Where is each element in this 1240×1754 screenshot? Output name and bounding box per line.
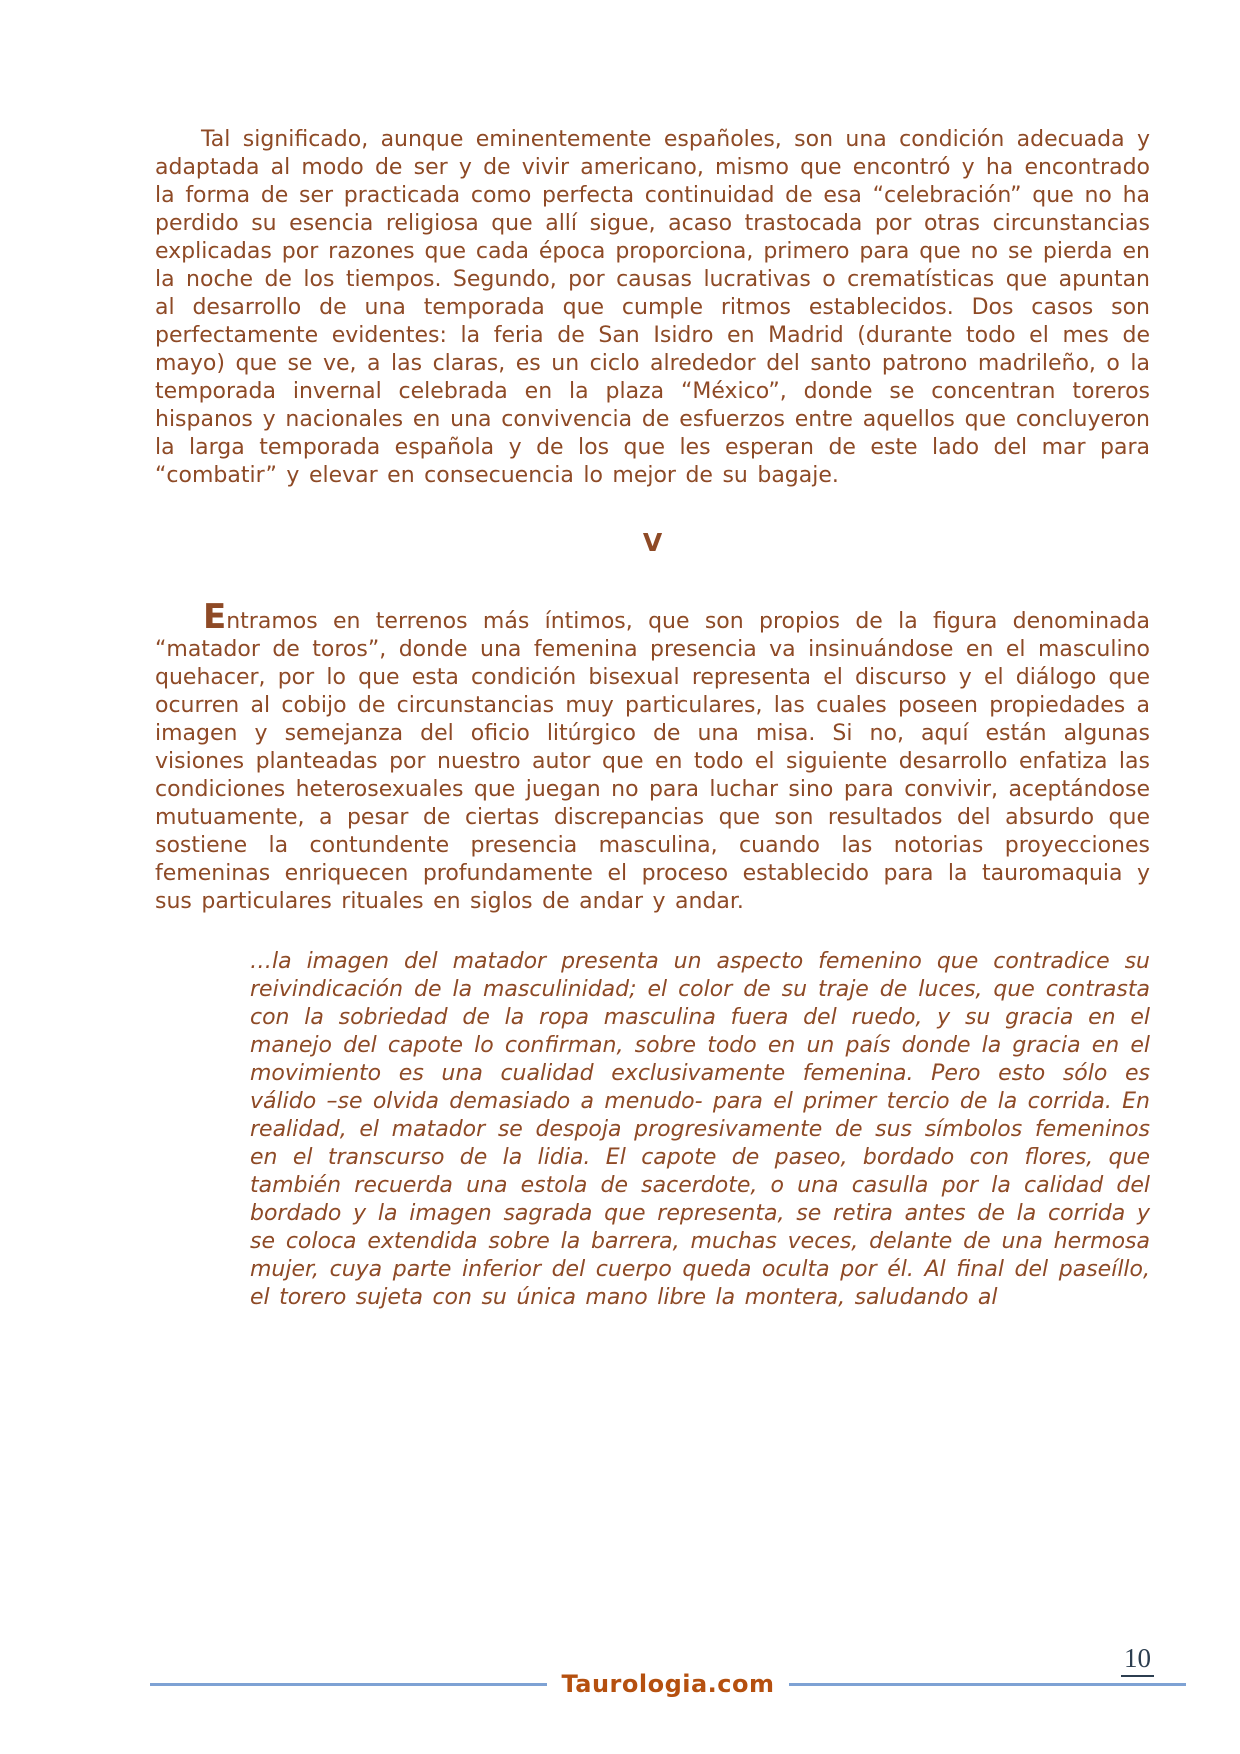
page-number: 10	[1121, 1643, 1154, 1677]
dropcap-initial: E	[203, 597, 227, 637]
footer-brand: Taurologia.com	[561, 1670, 775, 1698]
paragraph-significado: Tal significado, aunque eminentemente españoles, son una condición adecuada y adaptada al modo de ser y de vivir americano, mismo que encontró y ha encontrado la forma de ser practicada como perfecta continuidad de esa “celebración” que no ha perdido su esencia religiosa que allí sigue, acaso trastocada por otras circunstancias explicadas por razones que cada época proporciona, primero para que no se pierda en la noche de los tiempos. Segundo, por causas lucrativas o crematísticas que apuntan al desarrollo de una temporada que cumple ritmos establecidos. Dos casos son perfectamente evidentes: la feria de San Isidro en Madrid (durante todo el mes de mayo) que se ve, a las claras, es un ciclo alrededor del santo patrono madrileño, o la temporada invernal celebrada en la plaza “México”, donde se concentran toreros hispanos y nacionales en una convivencia de esfuerzos entre aquellos que concluyeron la larga temporada española y de los que les esperan de este lado del mar para “combatir” y elevar en consecuencia lo mejor de su bagaje.	[155, 127, 1150, 488]
footer-rule-left	[150, 1683, 547, 1686]
paragraph-entramos	[155, 597, 1150, 916]
footer	[150, 1668, 1186, 1700]
paragraph-entramos-text: ntramos en terrenos más íntimos, que son propios de la figura denominada “matador de toros”, donde una femenina presencia va insinuándose en el masculino quehacer, por lo que esta condición bisexual representa el discurso y el diálogo que ocurren al cobijo de circunstancias muy particulares, las cuales poseen propiedades a imagen y semejanza del oficio litúrgico de una misa. Si no, aquí están algunas visiones planteadas por nuestro autor que en todo el siguiente desarrollo enfatiza las condiciones heterosexuales que juegan no para luchar sino para convivir, aceptándose mutuamente, a pesar de ciertas discrepancias que son resultados del absurdo que sostiene la contundente presencia masculina, cuando las notorias proyecciones femeninas enriquecen profundamente el proceso establecido para la tauromaquia y sus particulares rituales en siglos de andar y andar.	[155, 609, 1150, 914]
section-heading-v: V	[642, 528, 663, 557]
text-column	[155, 0, 1150, 1312]
footer-rule-right	[789, 1683, 1186, 1686]
blockquote-matador: …la imagen del matador presenta un aspecto femenino que contradice su reivindicación de la masculinidad; el color de su traje de luces, que contrasta con la sobriedad de la ropa masculina fuera del ruedo, y su gracia en el manejo del capote lo confirman, sobre todo en un país donde la gracia en el movimiento es una cualidad exclusivamente femenina. Pero esto sólo es válido –se olvida demasiado a menudo- para el primer tercio de la corrida. En realidad, el matador se despoja progresivamente de sus símbolos femeninos en el transcurso de la lidia. El capote de paseo, bordado con flores, que también recuerda una estola de sacerdote, o una casulla por la calidad del bordado y la imagen sagrada que representa, se retira antes de la corrida y se coloca extendida sobre la barrera, muchas veces, delante de una hermosa mujer, cuya parte inferior del cuerpo queda oculta por él. Al final del paseíllo, el torero sujeta con su única mano libre la montera, saludando al	[250, 949, 1150, 1310]
